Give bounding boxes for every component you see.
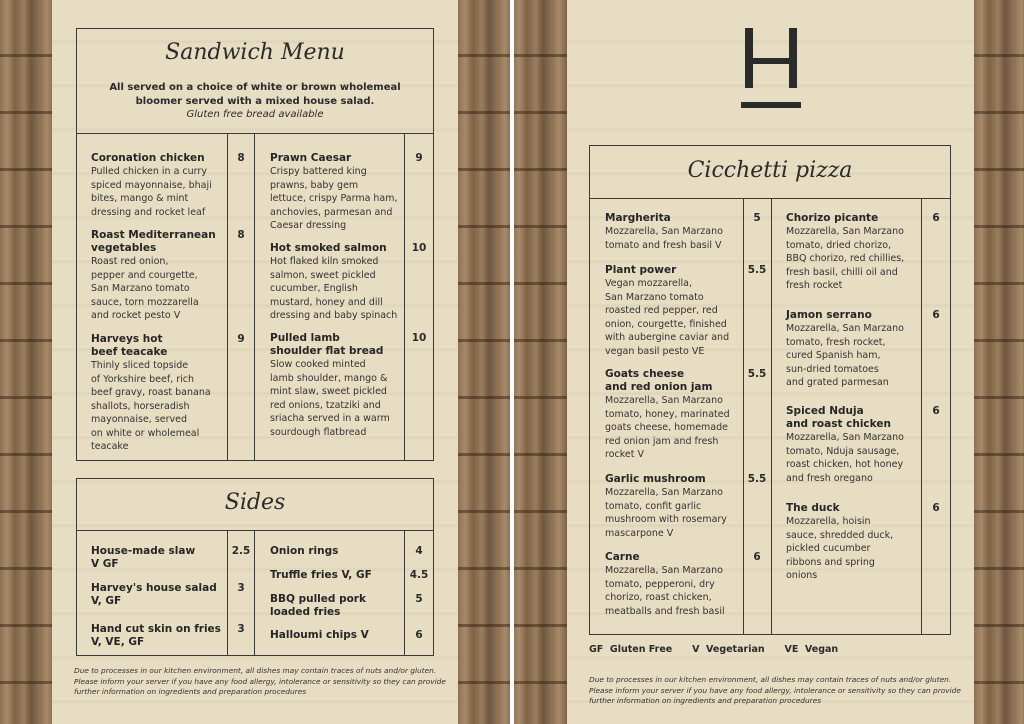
allergy-footer-left: Due to processes in our kitchen environment, all dishes may contain traces of nuts and/or gluten. Please inform your server if you have any food allergy, intolerance or sensitivity so they can provide further information on ingredients and preparation procedures	[74, 666, 446, 696]
side-item	[91, 623, 225, 649]
allergy-footer-right: Due to processes in our kitchen environment, all dishes may contain traces of nuts and/or gluten. Please inform your server if you have any food allergy, intolerance or sensitivity so they can provide further information on ingredients and preparation procedures	[589, 675, 961, 705]
pizza-price: 6	[932, 405, 940, 417]
side-name: Hand cut skin on fries V, VE, GF	[91, 623, 221, 648]
wood-center-right	[512, 0, 567, 724]
pizza-menu-title: Cicchetti pizza	[687, 158, 853, 183]
side-item	[91, 545, 225, 571]
item-name: Harveys hot beef teacake	[91, 333, 168, 358]
pizza-col-line-1	[743, 198, 744, 635]
pizza-name: Spiced Nduja and roast chicken	[786, 405, 891, 430]
menu-item	[270, 152, 404, 233]
pizza-item	[786, 405, 922, 485]
pizza-price: 6	[932, 502, 940, 514]
item-price: 8	[237, 229, 245, 241]
item-name: Prawn Caesar	[270, 152, 352, 164]
pizza-desc: Mozzarella, San Marzano tomato, honey, marinated goats cheese, homemade red onion jam and fresh rocket V	[605, 395, 730, 460]
page-gap	[510, 0, 514, 724]
pizza-price: 6	[753, 551, 761, 563]
sides-col-line-3	[404, 530, 405, 656]
item-desc: Crispy battered king prawns, baby gem lettuce, crispy Parma ham, anchovies, parmesan and Caesar dressing	[270, 166, 398, 231]
pizza-desc: Mozzarella, San Marzano tomato, Nduja sausage, roast chicken, hot honey and fresh oregano	[786, 432, 904, 484]
item-price: 9	[237, 333, 245, 345]
dietary-legend: GF Gluten Free V Vegetarian VE Vegan	[589, 644, 839, 655]
gluten-free-note: Gluten free bread available	[186, 109, 324, 120]
item-desc: Slow cooked minted lamb shoulder, mango & mint slaw, sweet pickled red onions, tzatziki and sriacha served in a warm sourdough flatbread	[270, 359, 390, 438]
pizza-name: Margherita	[605, 212, 671, 224]
item-price: 10	[411, 242, 427, 254]
menu-item	[91, 229, 225, 323]
item-desc: Thinly sliced topside of Yorkshire beef, rich beef gravy, roast banana shallots, horseradish mayonnaise, served on white or wholemeal teacake	[91, 360, 211, 452]
pizza-item	[786, 502, 922, 583]
menu-item	[91, 333, 225, 454]
menu-item	[91, 152, 225, 219]
menu-item	[270, 332, 404, 439]
pizza-name: Jamon serrano	[786, 309, 872, 321]
pizza-name: Carne	[605, 551, 640, 563]
logo-h-crossbar	[745, 58, 797, 64]
pizza-desc: Mozzarella, San Marzano tomato, pepperoni, dry chorizo, roast chicken, meatballs and fresh basil	[605, 565, 725, 617]
side-item	[270, 569, 404, 582]
side-item	[270, 593, 404, 619]
pizza-price: 6	[932, 309, 940, 321]
pizza-name: Goats cheese and red onion jam	[605, 368, 713, 393]
pizza-desc: Mozzarella, San Marzano tomato, fresh rocket, cured Spanish ham, sun-dried tomatoes and grated parmesan	[786, 323, 904, 388]
item-name: Pulled lamb shoulder flat bread	[270, 332, 384, 357]
intro-line1: All served on a choice of white or brown wholemeal	[109, 82, 401, 93]
side-name: House-made slaw V GF	[91, 545, 196, 570]
side-item	[270, 545, 404, 558]
wood-left-edge	[0, 0, 52, 724]
intro-note	[76, 108, 434, 122]
side-price: 3	[237, 582, 245, 594]
sandwich-col-line-2	[254, 133, 255, 461]
side-price: 4.5	[409, 569, 429, 581]
side-price: 3	[237, 623, 245, 635]
side-item	[270, 629, 404, 642]
pizza-item	[786, 309, 922, 390]
item-name: Hot smoked salmon	[270, 242, 387, 254]
pizza-divider	[589, 198, 951, 199]
pizza-name: The duck	[786, 502, 840, 514]
pizza-desc: Mozzarella, San Marzano tomato, dried chorizo, BBQ chorizo, red chillies, fresh basil, chilli oil and fresh rocket	[786, 226, 905, 291]
side-name: Halloumi chips V	[270, 629, 369, 641]
right-page	[567, 0, 974, 724]
pizza-desc: Mozzarella, San Marzano tomato and fresh basil V	[605, 226, 723, 251]
side-name: Onion rings	[270, 545, 339, 557]
menu-item	[270, 242, 404, 323]
pizza-item	[605, 212, 741, 252]
pizza-price: 5	[753, 212, 761, 224]
side-name: Harvey's house salad V, GF	[91, 582, 217, 607]
pizza-price: 6	[932, 212, 940, 224]
item-desc: Pulled chicken in a curry spiced mayonnaise, bhaji bites, mango & mint dressing and rocket leaf	[91, 166, 212, 218]
item-name: Coronation chicken	[91, 152, 205, 164]
pizza-price: 5.5	[747, 473, 767, 485]
item-price: 10	[411, 332, 427, 344]
pizza-desc: Vegan mozzarella, San Marzano tomato roasted red pepper, red onion, courgette, finished with aubergine caviar and vegan basil pesto VE	[605, 278, 730, 357]
sides-title: Sides	[224, 490, 286, 515]
item-desc: Roast red onion, pepper and courgette, San Marzano tomato sauce, torn mozzarella and rocket pesto V	[91, 256, 199, 321]
side-name: Truffle fries V, GF	[270, 569, 372, 581]
sandwich-col-line-1	[227, 133, 228, 461]
pizza-col-line-2	[771, 198, 772, 635]
side-name: BBQ pulled pork loaded fries	[270, 593, 366, 618]
sides-divider	[76, 530, 434, 531]
pizza-name: Garlic mushroom	[605, 473, 706, 485]
sides-col-line-2	[254, 530, 255, 656]
pizza-price: 5.5	[747, 368, 767, 380]
item-name: Roast Mediterranean vegetables	[91, 229, 216, 254]
side-item	[91, 582, 225, 608]
sandwich-menu-title: Sandwich Menu	[165, 40, 345, 65]
side-price: 4	[415, 545, 423, 557]
left-page	[52, 0, 458, 724]
pizza-item	[605, 551, 741, 618]
item-price: 9	[415, 152, 423, 164]
sandwich-divider	[76, 133, 434, 134]
pizza-item	[605, 368, 741, 462]
pizza-desc: Mozzarella, San Marzano tomato, confit garlic mushroom with rosemary mascarpone V	[605, 487, 727, 539]
item-desc: Hot flaked kiln smoked salmon, sweet pickled cucumber, English mustard, honey and dill dressing and baby spinach	[270, 256, 398, 321]
sandwich-intro	[76, 81, 434, 122]
harveys-logo	[741, 28, 801, 112]
wood-right-edge	[974, 0, 1024, 724]
side-price: 2.5	[231, 545, 251, 557]
pizza-price: 5.5	[747, 264, 767, 276]
pizza-item	[605, 264, 741, 358]
pizza-name: Chorizo picante	[786, 212, 879, 224]
pizza-item	[786, 212, 922, 293]
wood-center-left	[458, 0, 512, 724]
intro-line2: bloomer served with a mixed house salad.	[135, 95, 375, 107]
pizza-desc: Mozzarella, hoisin sauce, shredded duck, pickled cucumber ribbons and spring onions	[786, 516, 894, 581]
logo-underline	[741, 102, 801, 108]
logo-letter	[741, 28, 742, 29]
item-price: 8	[237, 152, 245, 164]
pizza-name: Plant power	[605, 264, 677, 276]
sandwich-col-line-3	[404, 133, 405, 461]
pizza-item	[605, 473, 741, 540]
side-price: 5	[415, 593, 423, 605]
sides-col-line-1	[227, 530, 228, 656]
side-price: 6	[415, 629, 423, 641]
